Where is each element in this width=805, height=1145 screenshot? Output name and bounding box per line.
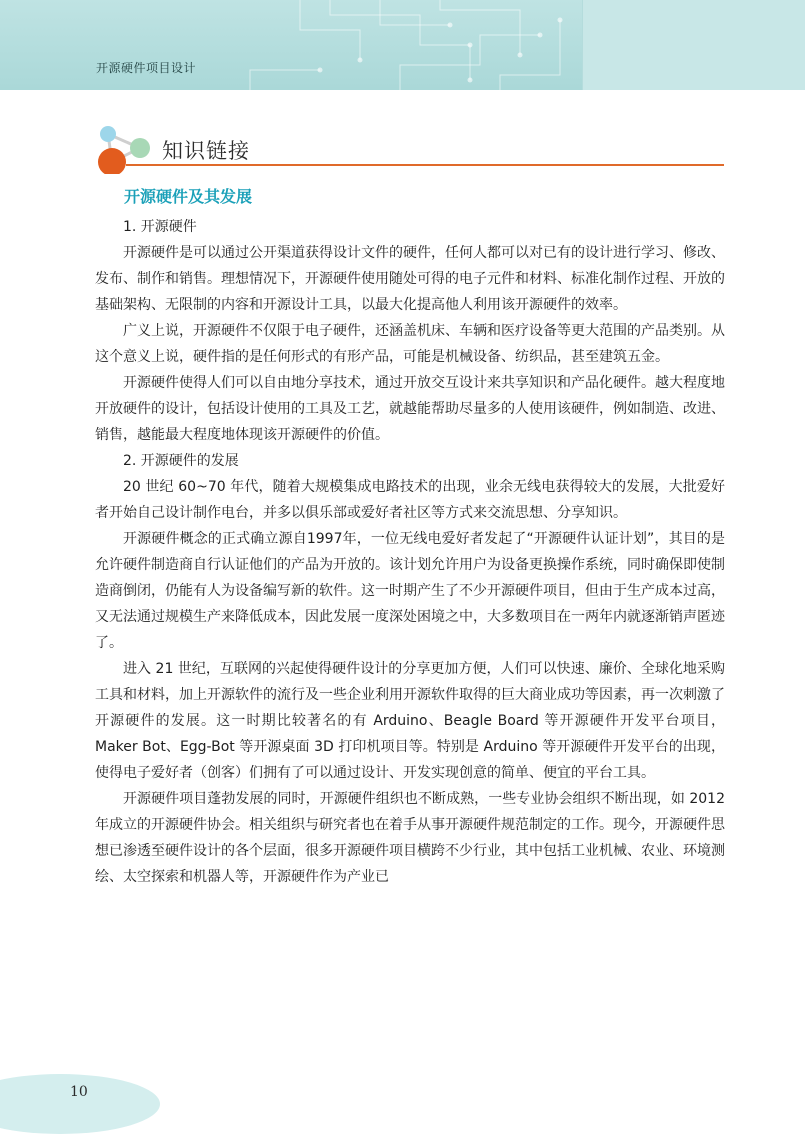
subsection-heading: 1. 开源硬件: [123, 219, 197, 235]
book-title: 开源硬件项目设计: [96, 61, 197, 75]
page-number: 10: [70, 1084, 88, 1100]
paragraph: 20 世纪 60~70 年代，随着大规模集成电路技术的出现，业余无线电获得较大的发展，大批爱好者开始自己设计制作电台，并多以俱乐部或爱好者社区等方式来交流思想、分享知识。: [95, 479, 725, 521]
subsection-heading: 2. 开源硬件的发展: [123, 453, 239, 469]
paragraph: 开源硬件是可以通过公开渠道获得设计文件的硬件，任何人都可以对已有的设计进行学习、修改、发布、制作和销售。理想情况下，开源硬件使用随处可得的电子元件和材料、标准化制作过程、开放的基础架构、无限制的内容和开源设计工具，以最大化提高他人利用该开源硬件的效率。: [95, 245, 725, 313]
paragraph: 开源硬件项目蓬勃发展的同时，开源硬件组织也不断成熟，一些专业协会组织不断出现，如 2012 年成立的开源硬件协会。相关组织与研究者也在着手从事开源硬件规范制定的工作。现今，开源硬件思想已渗透至硬件设计的各个层面，很多开源硬件项目横跨不少行业，其中包括工业机械、农业、环境测绘、太空探索和机器人等，开源硬件作为产业已: [95, 791, 725, 885]
paragraph: 开源硬件使得人们可以自由地分享技术，通过开放交互设计来共享知识和产品化硬件。越大程度地开放硬件的设计，包括设计使用的工具及工艺，就越能帮助尽量多的人使用该硬件，例如制造、改进、销售，越能最大程度地体现该开源硬件的价值。: [95, 375, 725, 443]
paragraph: 进入 21 世纪，互联网的兴起使得硬件设计的分享更加方便，人们可以快速、廉价、全球化地采购工具和材料，加上开源软件的流行及一些企业利用开源软件取得的巨大商业成功等因素，再一次刺激了开源硬件的发展。这一时期比较著名的有 Arduino、Beagle Board 等开源硬件开发平台项目，Maker Bot、Egg-Bot 等开源桌面 3D 打印机项目等。特别是 Arduino 等开源硬件开发平台的出现，使得电子爱好者（创客）们拥有了可以通过设计、开发实现创意的简单、便宜的平台工具。: [95, 661, 725, 781]
paragraph: 广义上说，开源硬件不仅限于电子硬件，还涵盖机床、车辆和医疗设备等更大范围的产品类别。从这个意义上说，硬件指的是任何形式的有形产品，可能是机械设备、纺织品，甚至建筑五金。: [95, 323, 725, 365]
paragraph: 开源硬件概念的正式确立源自1997年，一位无线电爱好者发起了“开源硬件认证计划”，其目的是允许硬件制造商自行认证他们的产品为开放的。该计划允许用户为设备更换操作系统，同时确保即使制造商倒闭，仍能有人为设备编写新的软件。这一时期产生了不少开源硬件项目，但由于生产成本过高，又无法通过规模生产来降低成本，因此发展一度深处困境之中，大多数项目在一两年内就逐渐销声匿迹了。: [95, 531, 725, 651]
body-text: [95, 214, 725, 890]
header-tab: [582, 0, 805, 90]
knowledge-link-title: 知识链接: [162, 139, 250, 163]
section-title: 开源硬件及其发展: [124, 187, 253, 206]
title-underline: [126, 164, 724, 166]
page-footer: [0, 1062, 200, 1145]
page-header: [0, 0, 805, 90]
page-number-badge: [0, 1074, 160, 1134]
knowledge-link-box: [92, 124, 724, 174]
molecule-icon: [92, 124, 172, 174]
